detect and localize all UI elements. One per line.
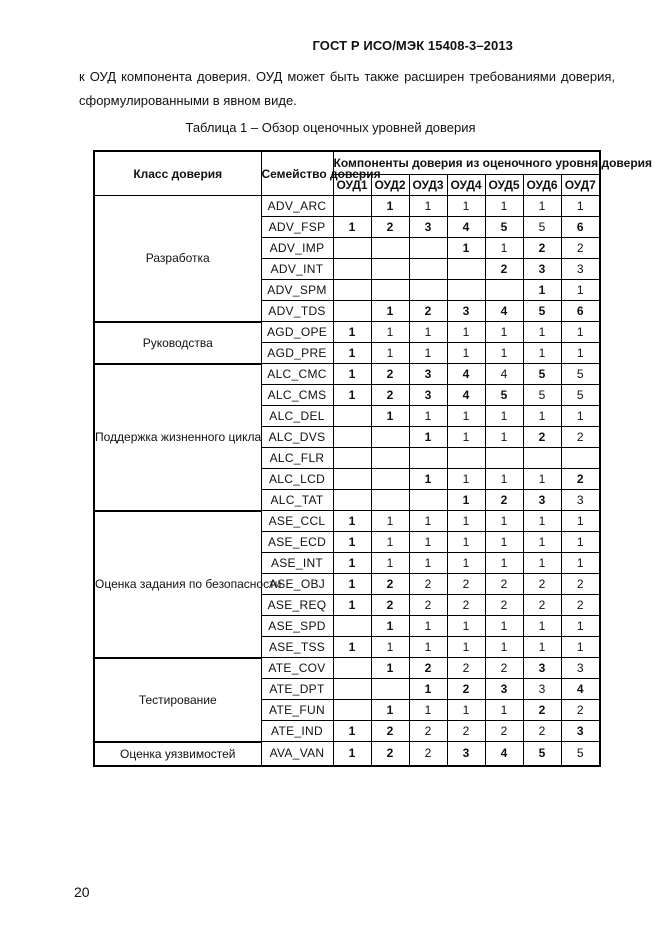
level-value-cell: 1 — [485, 469, 523, 490]
level-value-cell: 2 — [523, 721, 561, 742]
level-value-cell: 3 — [447, 301, 485, 322]
level-value-cell — [409, 259, 447, 280]
level-value-cell: 1 — [371, 343, 409, 364]
family-cell: ATE_DPT — [261, 679, 333, 700]
family-cell: AGD_PRE — [261, 343, 333, 364]
family-cell: ASE_CCL — [261, 511, 333, 532]
level-value-cell: 2 — [485, 259, 523, 280]
level-value-cell: 2 — [447, 574, 485, 595]
level-value-cell — [409, 448, 447, 469]
header-level: ОУД1 — [333, 175, 371, 196]
level-value-cell: 1 — [371, 406, 409, 427]
level-value-cell: 1 — [485, 343, 523, 364]
level-value-cell: 1 — [561, 196, 600, 217]
level-value-cell — [333, 427, 371, 448]
level-value-cell: 2 — [523, 427, 561, 448]
level-value-cell: 5 — [561, 742, 600, 766]
family-cell: ALC_CMS — [261, 385, 333, 406]
level-value-cell: 1 — [371, 616, 409, 637]
level-value-cell: 2 — [561, 238, 600, 259]
level-value-cell: 1 — [371, 553, 409, 574]
level-value-cell: 1 — [485, 322, 523, 343]
family-cell: ALC_CMC — [261, 364, 333, 385]
level-value-cell: 2 — [447, 721, 485, 742]
level-value-cell: 1 — [447, 427, 485, 448]
level-value-cell: 1 — [485, 637, 523, 658]
level-value-cell: 5 — [561, 364, 600, 385]
level-value-cell — [447, 448, 485, 469]
family-cell: ADV_INT — [261, 259, 333, 280]
level-value-cell: 2 — [561, 469, 600, 490]
level-value-cell: 1 — [561, 616, 600, 637]
level-value-cell — [333, 658, 371, 679]
level-value-cell: 1 — [485, 616, 523, 637]
level-value-cell: 2 — [409, 742, 447, 766]
level-value-cell: 2 — [371, 595, 409, 616]
level-value-cell — [333, 238, 371, 259]
level-value-cell: 5 — [523, 364, 561, 385]
level-value-cell: 1 — [485, 238, 523, 259]
level-value-cell — [333, 700, 371, 721]
level-value-cell: 1 — [561, 322, 600, 343]
family-cell: ASE_SPD — [261, 616, 333, 637]
level-value-cell: 1 — [523, 532, 561, 553]
level-value-cell: 4 — [561, 679, 600, 700]
level-value-cell: 1 — [523, 511, 561, 532]
level-value-cell: 2 — [409, 721, 447, 742]
level-value-cell: 2 — [371, 742, 409, 766]
level-value-cell — [371, 469, 409, 490]
level-value-cell: 1 — [371, 700, 409, 721]
level-value-cell: 1 — [447, 469, 485, 490]
header-level: ОУД4 — [447, 175, 485, 196]
class-cell: Тестирование — [94, 658, 261, 742]
level-value-cell: 2 — [485, 574, 523, 595]
level-value-cell — [333, 406, 371, 427]
level-value-cell — [333, 259, 371, 280]
level-value-cell — [371, 490, 409, 511]
level-value-cell — [371, 238, 409, 259]
family-cell: ALC_LCD — [261, 469, 333, 490]
level-value-cell: 1 — [409, 406, 447, 427]
level-value-cell: 2 — [447, 658, 485, 679]
level-value-cell: 2 — [523, 700, 561, 721]
level-value-cell: 4 — [485, 301, 523, 322]
eal-overview-table — [93, 150, 653, 767]
level-value-cell: 1 — [561, 532, 600, 553]
level-value-cell: 1 — [447, 490, 485, 511]
family-cell: ASE_INT — [261, 553, 333, 574]
level-value-cell: 3 — [523, 490, 561, 511]
level-value-cell: 1 — [371, 301, 409, 322]
level-value-cell — [485, 280, 523, 301]
family-cell: ALC_DEL — [261, 406, 333, 427]
level-value-cell — [371, 259, 409, 280]
level-value-cell — [371, 448, 409, 469]
family-cell: ALC_DVS — [261, 427, 333, 448]
level-value-cell: 1 — [485, 532, 523, 553]
level-value-cell — [447, 259, 485, 280]
family-cell: ADV_IMP — [261, 238, 333, 259]
class-cell: Оценка уязвимостей — [94, 742, 261, 766]
level-value-cell: 1 — [561, 406, 600, 427]
level-value-cell: 2 — [409, 301, 447, 322]
level-value-cell: 1 — [485, 700, 523, 721]
level-value-cell: 3 — [523, 658, 561, 679]
level-value-cell: 5 — [523, 217, 561, 238]
class-cell: Поддержка жизненного цикла — [94, 364, 261, 511]
level-value-cell — [447, 280, 485, 301]
level-value-cell: 1 — [523, 280, 561, 301]
level-value-cell: 2 — [371, 574, 409, 595]
level-value-cell: 1 — [409, 343, 447, 364]
level-value-cell: 1 — [333, 742, 371, 766]
level-value-cell: 3 — [561, 490, 600, 511]
level-value-cell: 1 — [333, 364, 371, 385]
level-value-cell — [333, 301, 371, 322]
level-value-cell: 1 — [447, 553, 485, 574]
level-value-cell: 2 — [371, 217, 409, 238]
level-value-cell: 3 — [561, 259, 600, 280]
level-value-cell: 5 — [523, 742, 561, 766]
level-value-cell: 1 — [371, 196, 409, 217]
table-row — [94, 742, 600, 766]
level-value-cell: 1 — [523, 553, 561, 574]
level-value-cell — [371, 280, 409, 301]
header-level: ОУД3 — [409, 175, 447, 196]
level-value-cell: 1 — [447, 700, 485, 721]
level-value-cell: 4 — [485, 364, 523, 385]
level-value-cell: 1 — [447, 196, 485, 217]
level-value-cell: 1 — [409, 469, 447, 490]
level-value-cell: 1 — [371, 637, 409, 658]
level-value-cell: 1 — [409, 532, 447, 553]
level-value-cell — [523, 448, 561, 469]
level-value-cell: 1 — [447, 511, 485, 532]
level-value-cell: 1 — [523, 322, 561, 343]
level-value-cell: 5 — [485, 385, 523, 406]
level-value-cell: 1 — [561, 511, 600, 532]
level-value-cell: 2 — [485, 721, 523, 742]
level-value-cell: 1 — [447, 406, 485, 427]
level-value-cell: 1 — [333, 511, 371, 532]
level-value-cell: 2 — [561, 595, 600, 616]
table-row — [94, 511, 600, 532]
level-value-cell: 2 — [371, 721, 409, 742]
level-value-cell: 1 — [333, 532, 371, 553]
family-cell: ALC_FLR — [261, 448, 333, 469]
level-value-cell: 5 — [485, 217, 523, 238]
family-cell: ADV_ARC — [261, 196, 333, 217]
header-class: Класс доверия — [94, 151, 261, 196]
level-value-cell: 2 — [409, 574, 447, 595]
class-cell: Оценка задания по безопасности — [94, 511, 261, 658]
level-value-cell: 2 — [447, 595, 485, 616]
family-cell: ASE_REQ — [261, 595, 333, 616]
level-value-cell: 2 — [485, 595, 523, 616]
level-value-cell: 1 — [561, 637, 600, 658]
level-value-cell: 1 — [447, 616, 485, 637]
level-value-cell: 1 — [409, 511, 447, 532]
level-value-cell — [333, 280, 371, 301]
level-value-cell: 1 — [561, 343, 600, 364]
document-header: ГОСТ Р ИСО/МЭК 15408-3–2013 — [312, 38, 513, 53]
level-value-cell: 1 — [561, 553, 600, 574]
family-cell: AVA_VAN — [261, 742, 333, 766]
level-value-cell: 3 — [409, 385, 447, 406]
level-value-cell: 3 — [523, 259, 561, 280]
level-value-cell — [333, 469, 371, 490]
level-value-cell: 4 — [447, 385, 485, 406]
level-value-cell — [409, 490, 447, 511]
family-cell: ALC_TAT — [261, 490, 333, 511]
level-value-cell: 1 — [523, 343, 561, 364]
page-number: 20 — [74, 884, 90, 900]
level-value-cell: 1 — [561, 280, 600, 301]
level-value-cell: 4 — [447, 217, 485, 238]
level-value-cell — [371, 427, 409, 448]
level-value-cell: 1 — [485, 427, 523, 448]
header-level: ОУД7 — [561, 175, 600, 196]
table-row — [94, 364, 600, 385]
level-value-cell: 1 — [447, 322, 485, 343]
level-value-cell — [333, 679, 371, 700]
level-value-cell: 2 — [371, 385, 409, 406]
level-value-cell — [333, 616, 371, 637]
level-value-cell: 2 — [523, 238, 561, 259]
level-value-cell: 1 — [371, 511, 409, 532]
level-value-cell: 6 — [561, 217, 600, 238]
level-value-cell — [333, 196, 371, 217]
level-value-cell: 2 — [561, 574, 600, 595]
header-level: ОУД2 — [371, 175, 409, 196]
level-value-cell: 3 — [561, 658, 600, 679]
level-value-cell — [333, 490, 371, 511]
family-cell: ADV_TDS — [261, 301, 333, 322]
level-value-cell: 1 — [523, 637, 561, 658]
level-value-cell: 3 — [447, 742, 485, 766]
header-level: ОУД6 — [523, 175, 561, 196]
level-value-cell: 3 — [561, 721, 600, 742]
level-value-cell: 1 — [485, 196, 523, 217]
level-value-cell: 1 — [447, 532, 485, 553]
level-value-cell — [409, 238, 447, 259]
level-value-cell: 2 — [561, 700, 600, 721]
level-value-cell: 1 — [447, 343, 485, 364]
family-cell: ADV_FSP — [261, 217, 333, 238]
level-value-cell: 2 — [447, 679, 485, 700]
header-level: ОУД5 — [485, 175, 523, 196]
level-value-cell: 3 — [409, 217, 447, 238]
level-value-cell: 1 — [447, 637, 485, 658]
level-value-cell: 1 — [371, 658, 409, 679]
level-value-cell: 1 — [409, 679, 447, 700]
body-paragraph: к ОУД компонента доверия. ОУД может быть также расширен требованиями доверия, сформулированными в явном виде. — [79, 69, 615, 108]
table-row — [94, 658, 600, 679]
level-value-cell: 3 — [409, 364, 447, 385]
level-value-cell: 1 — [333, 721, 371, 742]
level-value-cell: 1 — [333, 637, 371, 658]
level-value-cell: 1 — [371, 532, 409, 553]
level-value-cell: 1 — [447, 238, 485, 259]
level-value-cell: 5 — [523, 385, 561, 406]
level-value-cell: 4 — [447, 364, 485, 385]
family-cell: ATE_FUN — [261, 700, 333, 721]
level-value-cell: 1 — [409, 616, 447, 637]
table-row — [94, 322, 600, 343]
level-value-cell: 2 — [409, 595, 447, 616]
level-value-cell: 1 — [409, 553, 447, 574]
level-value-cell: 1 — [409, 196, 447, 217]
level-value-cell: 2 — [561, 427, 600, 448]
level-value-cell — [561, 448, 600, 469]
level-value-cell: 1 — [333, 595, 371, 616]
level-value-cell: 1 — [485, 511, 523, 532]
level-value-cell: 2 — [485, 490, 523, 511]
family-cell: ADV_SPM — [261, 280, 333, 301]
table-caption: Таблица 1 – Обзор оценочных уровней доверия — [185, 120, 476, 135]
level-value-cell: 1 — [523, 196, 561, 217]
level-value-cell: 1 — [485, 406, 523, 427]
family-cell: ATE_COV — [261, 658, 333, 679]
level-value-cell: 2 — [371, 364, 409, 385]
level-value-cell: 1 — [333, 343, 371, 364]
level-value-cell: 1 — [409, 322, 447, 343]
level-value-cell: 1 — [523, 469, 561, 490]
level-value-cell: 3 — [485, 679, 523, 700]
level-value-cell — [371, 679, 409, 700]
header-components: Компоненты доверия из оценочного уровня доверия — [333, 151, 600, 175]
level-value-cell — [485, 448, 523, 469]
level-value-cell: 1 — [333, 322, 371, 343]
header-family: Семейство доверия — [261, 151, 333, 196]
family-cell: ASE_ECD — [261, 532, 333, 553]
level-value-cell: 1 — [333, 574, 371, 595]
family-cell: ASE_OBJ — [261, 574, 333, 595]
level-value-cell: 1 — [523, 616, 561, 637]
level-value-cell: 2 — [523, 595, 561, 616]
level-value-cell: 1 — [523, 406, 561, 427]
class-cell: Разработка — [94, 196, 261, 322]
family-cell: AGD_OPE — [261, 322, 333, 343]
level-value-cell: 2 — [485, 658, 523, 679]
level-value-cell: 1 — [333, 385, 371, 406]
level-value-cell: 6 — [561, 301, 600, 322]
level-value-cell: 3 — [523, 679, 561, 700]
level-value-cell: 1 — [333, 553, 371, 574]
level-value-cell: 1 — [485, 553, 523, 574]
level-value-cell: 1 — [409, 700, 447, 721]
level-value-cell: 5 — [561, 385, 600, 406]
level-value-cell: 5 — [523, 301, 561, 322]
table-row — [94, 196, 600, 217]
level-value-cell: 1 — [333, 217, 371, 238]
level-value-cell: 1 — [409, 637, 447, 658]
level-value-cell: 2 — [523, 574, 561, 595]
level-value-cell — [333, 448, 371, 469]
level-value-cell: 1 — [371, 322, 409, 343]
level-value-cell: 1 — [409, 427, 447, 448]
level-value-cell: 2 — [409, 658, 447, 679]
level-value-cell: 4 — [485, 742, 523, 766]
class-cell: Руководства — [94, 322, 261, 364]
family-cell: ASE_TSS — [261, 637, 333, 658]
level-value-cell — [409, 280, 447, 301]
family-cell: ATE_IND — [261, 721, 333, 742]
